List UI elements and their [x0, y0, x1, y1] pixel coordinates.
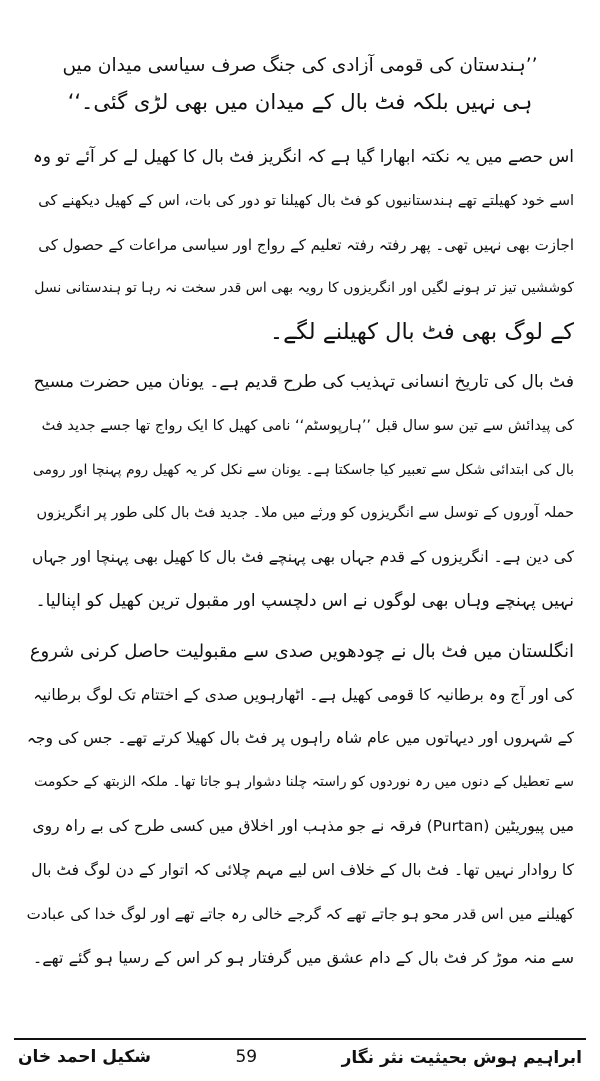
text-line: فٹ بال کی تاریخ انسانی تہذیب کی طرح قدیم ہے۔ یونان میں حضرت مسیح	[33, 371, 574, 392]
text-line: انگلستان میں فٹ بال نے چودھویں صدی سے مقبولیت حاصل کرنی شروع	[29, 640, 574, 662]
quote-line: ’’ہندستان کی قومی آزادی کی جنگ صرف سیاسی میدان میں	[62, 55, 538, 76]
body-text	[26, 136, 574, 986]
footer-author: شکیل احمد خان	[18, 1047, 151, 1067]
text-line: کی پیدائش سے تین سو سال قبل ’’ہارپوسٹم‘‘ نامی کھیل کا ایک رواج تھا جسے جدید فٹ	[41, 417, 574, 434]
footer-divider	[14, 1038, 586, 1040]
paragraph	[26, 136, 574, 355]
footer-book-title: ابراہیم ہوش بحیثیت نثر نگار	[341, 1047, 582, 1068]
text-line: کی دین ہے۔ انگریزوں کے قدم جہاں بھی پہنچے فٹ بال کا کھیل بھی پہنچا اور جہاں	[32, 548, 574, 567]
text-line: سے تعطیل کے دنوں میں رہ نوردوں کو راستہ چلنا دشوار ہو جاتا تھا۔ ملکہ الزبتھ کے حکومت	[34, 774, 574, 791]
paragraph	[26, 361, 574, 624]
text-line: میں پیوریٹین (Purtan) فرقہ نے جو مذہب اور اخلاق میں کسی طرح کی بے راہ روی	[32, 816, 574, 835]
text-line: کا روادار نہیں تھا۔ فٹ بال کے خلاف اس لیے مہم چلائی کہ اتوار کے دن لوگ فٹ بال	[31, 860, 574, 879]
text-line: کے لوگ بھی فٹ بال کھیلنے لگے۔	[269, 319, 574, 346]
text-line: کھیلنے میں اس قدر محو ہو جاتے تھے کہ گرجے خالی رہ جاتے تھے اور لوگ خدا کی عبادت	[26, 904, 574, 923]
quote-line: ہی نہیں بلکہ فٹ بال کے میدان میں بھی لڑی گئی۔‘‘	[67, 90, 533, 114]
text-line: بال کی ابتدائی شکل سے تعبیر کیا جاسکتا ہے۔ یونان سے نکل کر یہ کھیل روم پہنچا اور رومی	[32, 461, 574, 478]
text-line: اسے خود کھیلتے تھے ہندستانیوں کو فٹ بال کھیلنا تو دور کی بات، اس کے کھیل دیکھنے کی	[38, 192, 574, 209]
text-line: سے منہ موڑ کر فٹ بال کے دام عشق میں گرفتار ہو کر اس کے رسیا ہو گئے تھے۔	[32, 948, 574, 968]
text-line: حملہ آوروں کے توسل سے انگریزوں کو ورثے میں ملا۔ جدید فٹ بال کلی طور پر انگریزوں	[36, 505, 574, 522]
page-number: 59	[235, 1047, 258, 1067]
text-line: اجازت بھی نہیں تھی۔ پھر رفتہ رفتہ تعلیم کے رواج اور سیاسی مراعات کے حصول کی	[38, 235, 574, 254]
text-line: کے شہروں اور دیہاتوں میں عام شاہ راہوں پر فٹ بال کھیلا کرتے تھے۔ جس کی وجہ	[26, 729, 574, 748]
text-line: اس حصے میں یہ نکتہ ابھارا گیا ہے کہ انگریز فٹ بال کا کھیل لے کر آئے تو وہ	[32, 147, 574, 167]
page-footer	[18, 1042, 582, 1072]
text-line: کی اور آج وہ برطانیہ کا قومی کھیل ہے۔ اٹھارہویں صدی کے اختتام تک لوگ برطانیہ	[33, 685, 574, 704]
text-line: نہیں پہنچے وہاں بھی لوگوں نے اس دلچسپ اور مقبول ترین کھیل کو اپنالیا۔	[35, 590, 574, 611]
text-line: کوششیں تیز تر ہونے لگیں اور انگریزوں کا رویہ بھی اس قدر سخت نہ رہا تو ہندستانی نسل	[34, 280, 574, 297]
epigraph-quote	[60, 48, 540, 120]
paragraph	[26, 630, 574, 980]
